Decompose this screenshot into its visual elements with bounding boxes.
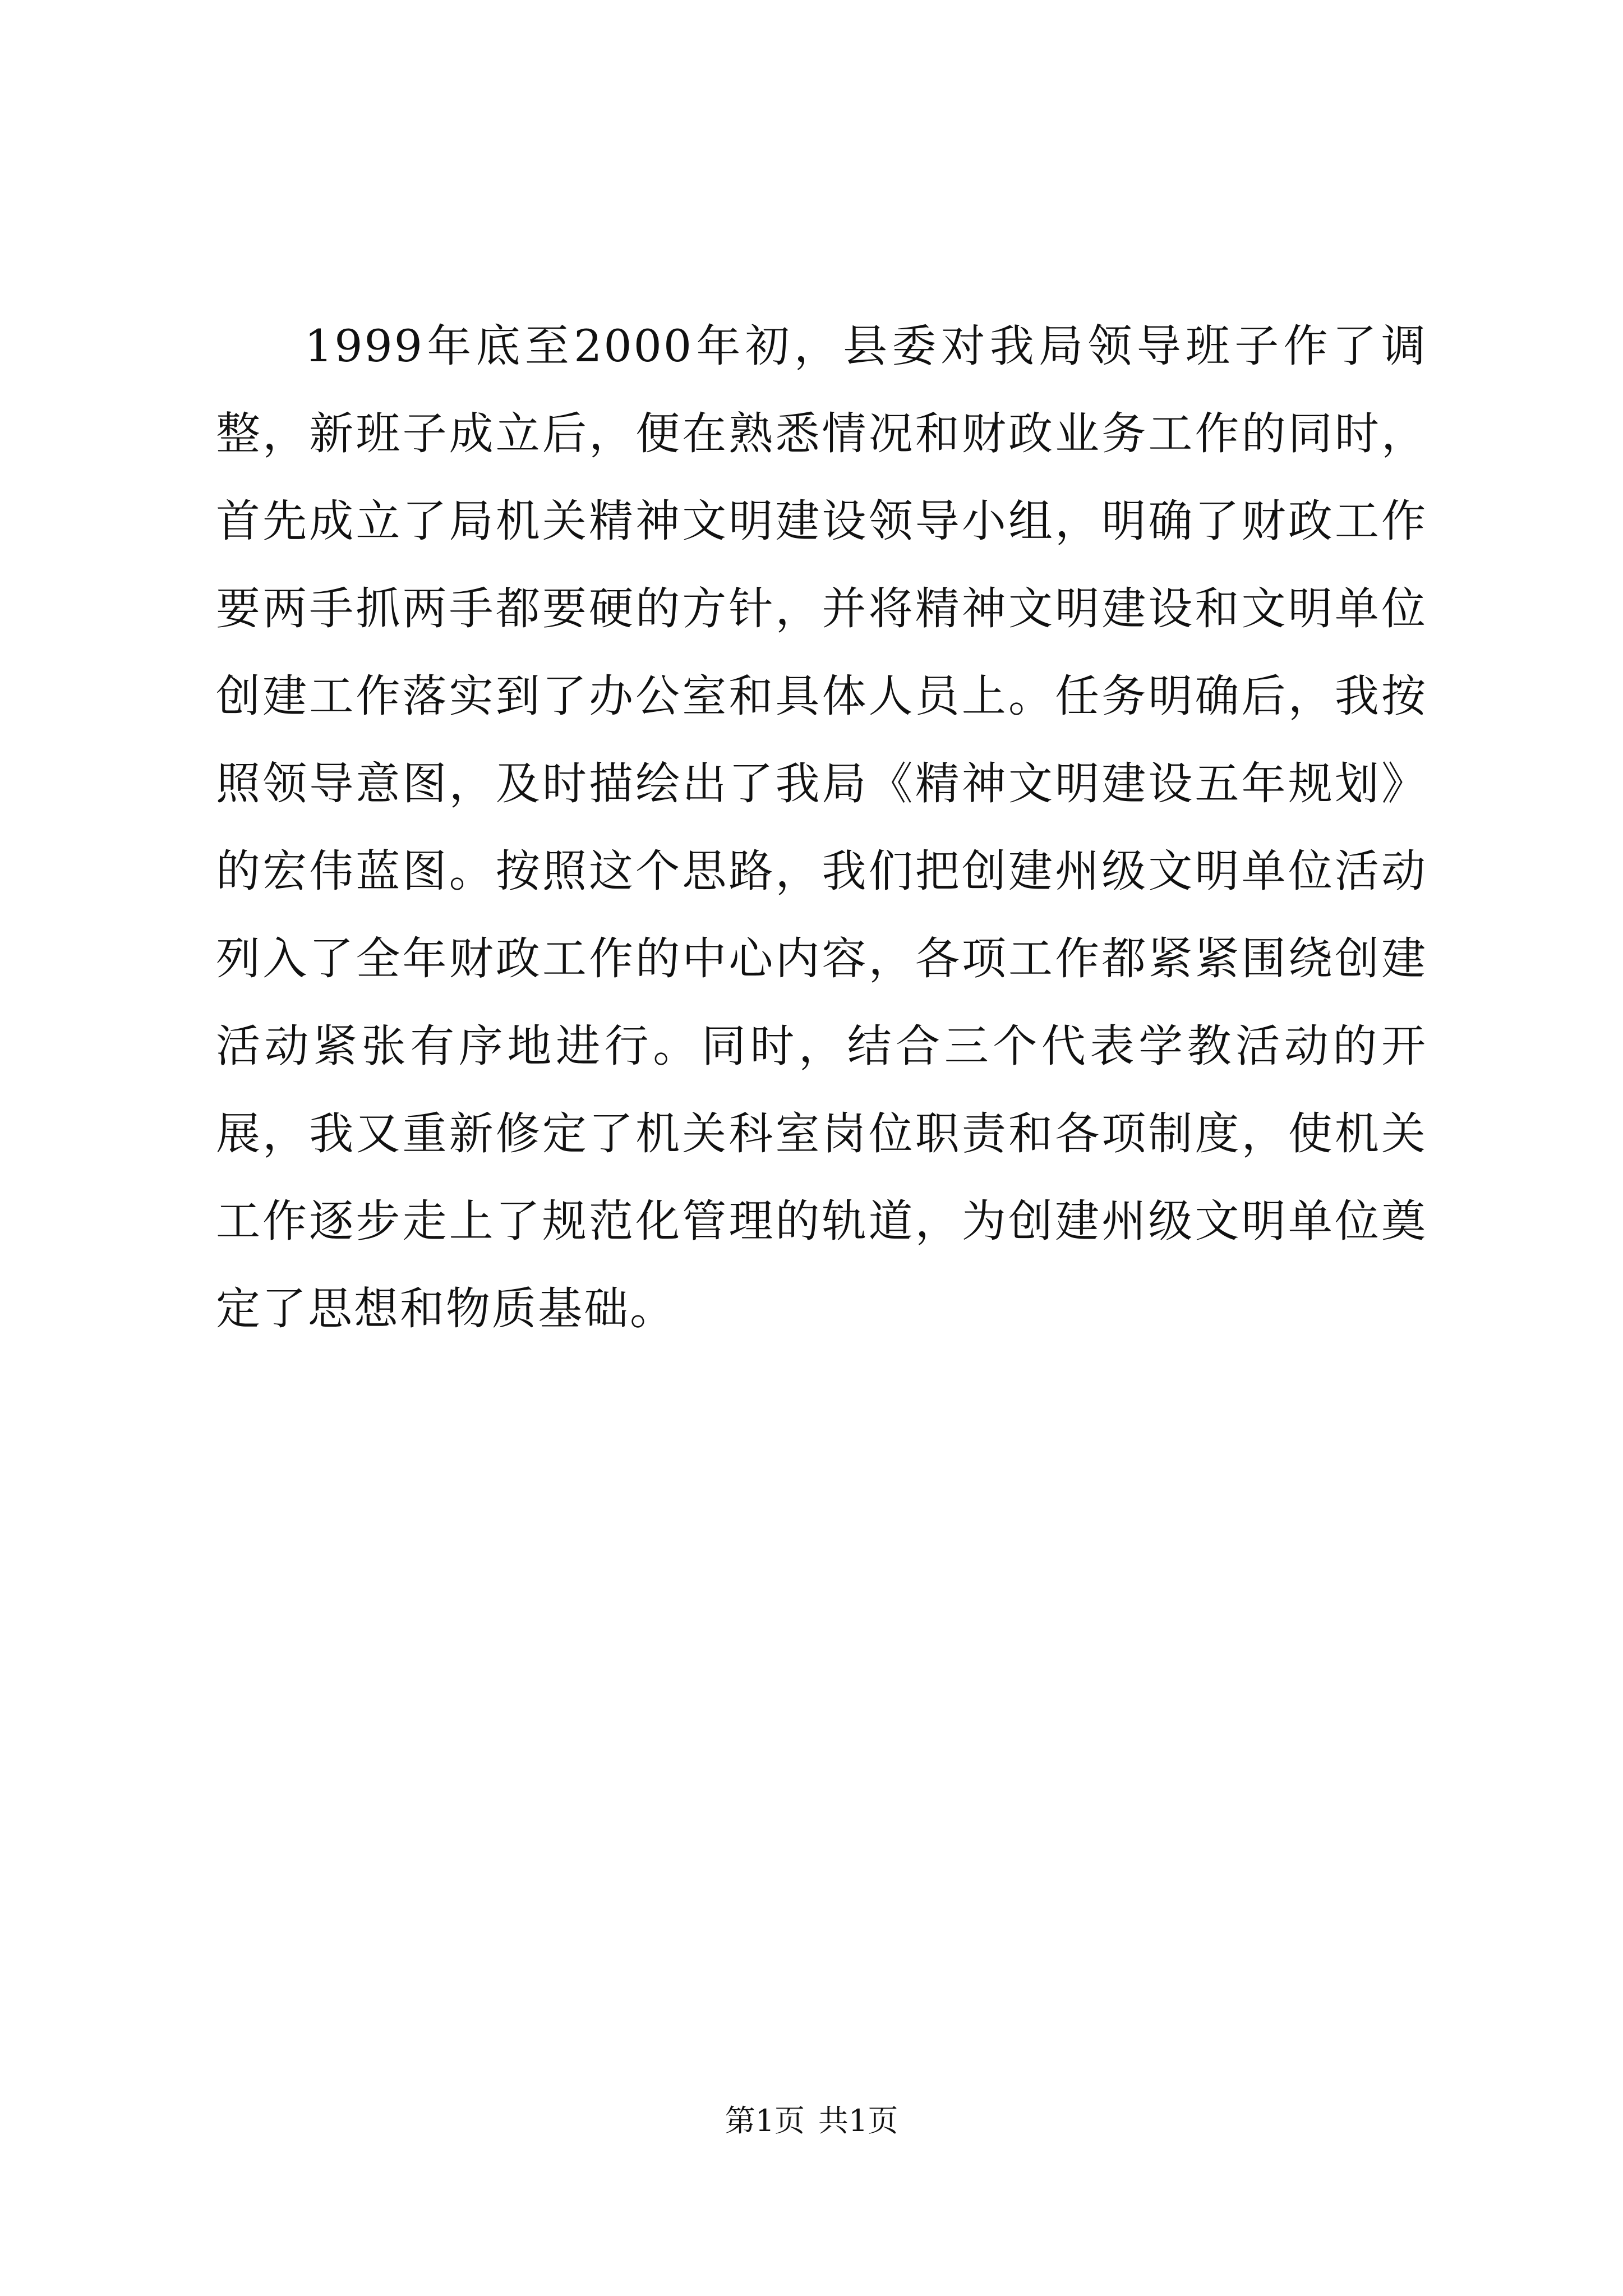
page-number: 第1页 [725,2103,805,2138]
body-paragraph: 1999年底至2000年初，县委对我局领导班子作了调整，新班子成立后，便在熟悉情况和财政业务工作的同时，首先成立了局机关精神文明建设领导小组，明确了财政工作要两手抓两手都要硬的方针，并将精神文明建设和文明单位创建工作落实到了办公室和具体人员上。任务明确后，我按照领导意图，及时描绘出了我局《精神文明建设五年规划》的宏伟蓝图。按照这个思路，我们把创建州级文明单位活动列入了全年财政工作的中心内容，各项工作都紧紧围绕创建活动紧张有序地进行。同时，结合三个代表学教活动的开展，我又重新修定了机关科室岗位职责和各项制度，使机关工作逐步走上了规范化管理的轨道，为创建州级文明单位奠定了思想和物质基础。 [216,320,1427,1335]
page-footer [0,2097,1623,2140]
page-total: 共1页 [818,2103,898,2138]
